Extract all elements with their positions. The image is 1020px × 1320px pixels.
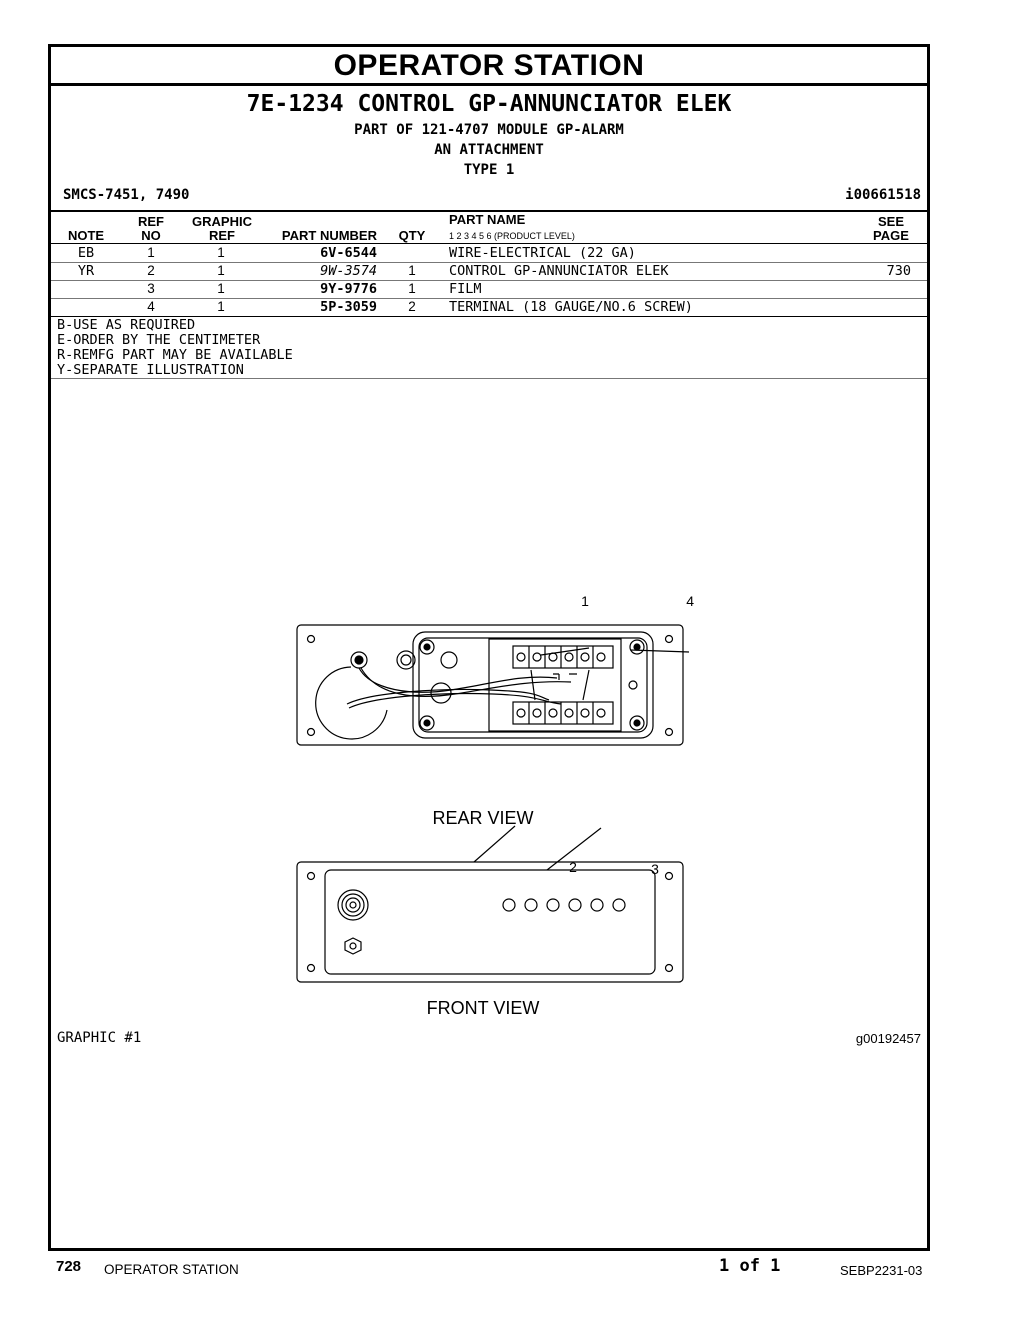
col-ref-top: REF [138,214,164,229]
table-row [51,298,927,317]
notes-legend [57,318,293,378]
col-part-number: PART NUMBER [281,228,377,243]
terminal-strip-top [513,646,613,668]
row-ref: 1 [147,245,155,260]
table-row [51,262,927,281]
note-b: B-USE AS REQUIRED [57,317,196,333]
board-hole [629,681,637,689]
indicator-lamp [525,899,537,911]
col-product-level: 1 2 3 4 5 6 (PRODUCT LEVEL) [449,231,575,241]
row-ref: 3 [147,281,155,296]
terminal-strip-bottom [513,702,613,724]
row-ref: 2 [147,263,155,278]
col-see-top: SEE [877,214,904,229]
buzzer-ring [316,667,387,739]
wire [359,668,557,692]
row-graphic-ref: 1 [217,263,225,278]
front-panel [325,870,655,974]
col-note: NOTE [67,228,105,243]
graphic-caption: GRAPHIC #1 [57,1030,142,1046]
row-graphic-ref: 1 [217,245,225,260]
front-plate [297,862,683,982]
indicator-lamp [569,899,581,911]
row-part-number[interactable]: 9W-3574 [320,263,377,279]
smcs-code: SMCS-7451, 7490 [63,187,190,203]
mount-hole [666,636,673,643]
note-r: R-REMFG PART MAY BE AVAILABLE [57,347,293,363]
row-part-name: CONTROL GP-ANNUNCIATOR ELEK [449,263,669,279]
row-part-name: FILM [449,281,482,297]
row-note: EB [77,245,95,261]
notes-rule [51,378,927,379]
mount-hole [308,636,315,643]
front-view-label: FRONT VIEW [426,998,540,1018]
row-qty: 2 [408,299,416,314]
table-row [51,280,927,299]
callout-2: 2 [569,859,577,875]
col-ref-bottom: NO [141,228,161,243]
type-line: TYPE 1 [463,162,515,178]
footer-page-number: 728 [56,1258,82,1275]
callout-4: 4 [686,593,694,609]
row-ref: 4 [147,299,155,314]
row-part-number[interactable]: 9Y-9776 [320,281,377,297]
attachment-line: AN ATTACHMENT [434,142,544,158]
row-note: YR [77,263,95,279]
note-y: Y-SEPARATE ILLUSTRATION [57,362,244,378]
footer-doc-id: SEBP2231-03 [840,1263,923,1278]
table-row [51,244,927,263]
mount-hole [308,729,315,736]
part-of-line: PART OF 121-4707 MODULE GP-ALARM [354,122,624,138]
indicator-lamp [591,899,603,911]
row-part-number[interactable]: 5P-3059 [320,299,377,315]
parts-illustration [291,592,694,1027]
callout-3: 3 [651,861,659,877]
row-see-page[interactable]: 730 [886,263,911,279]
col-part-name: PART NAME [449,212,526,227]
row-part-name: WIRE-ELECTRICAL (22 GA) [449,245,636,261]
note-e: E-ORDER BY THE CENTIMETER [57,332,261,348]
nut [345,938,361,954]
row-graphic-ref: 1 [217,299,225,314]
indicator-lamp [503,899,515,911]
rear-view-label: REAR VIEW [432,808,534,828]
row-qty: 1 [408,263,416,278]
callout-1: 1 [581,593,589,609]
row-graphic-ref: 1 [217,281,225,296]
footer-page-of: 1 of 1 [719,1256,781,1276]
col-qty: QTY [398,228,426,243]
rear-plate [297,625,683,745]
graphic-id: g00192457 [855,1031,921,1046]
section-header: OPERATOR STATION [51,47,927,86]
row-part-name: TERMINAL (18 GAUGE/NO.6 SCREW) [449,299,693,315]
mount-hole [666,729,673,736]
indicator-lamp [547,899,559,911]
col-graphic-bottom: REF [209,228,235,243]
page-frame [48,44,930,1251]
row-part-number[interactable]: 6V-6544 [320,245,377,261]
footer-section: OPERATOR STATION [104,1262,239,1277]
indicator-lamp [613,899,625,911]
group-title: 7E-1234 CONTROL GP-ANNUNCIATOR ELEK [246,91,732,117]
illustration-id: i00661518 [845,187,921,203]
col-graphic-top: GRAPHIC [192,214,252,229]
row-qty: 1 [408,281,416,296]
col-see-bottom: PAGE [873,228,909,243]
